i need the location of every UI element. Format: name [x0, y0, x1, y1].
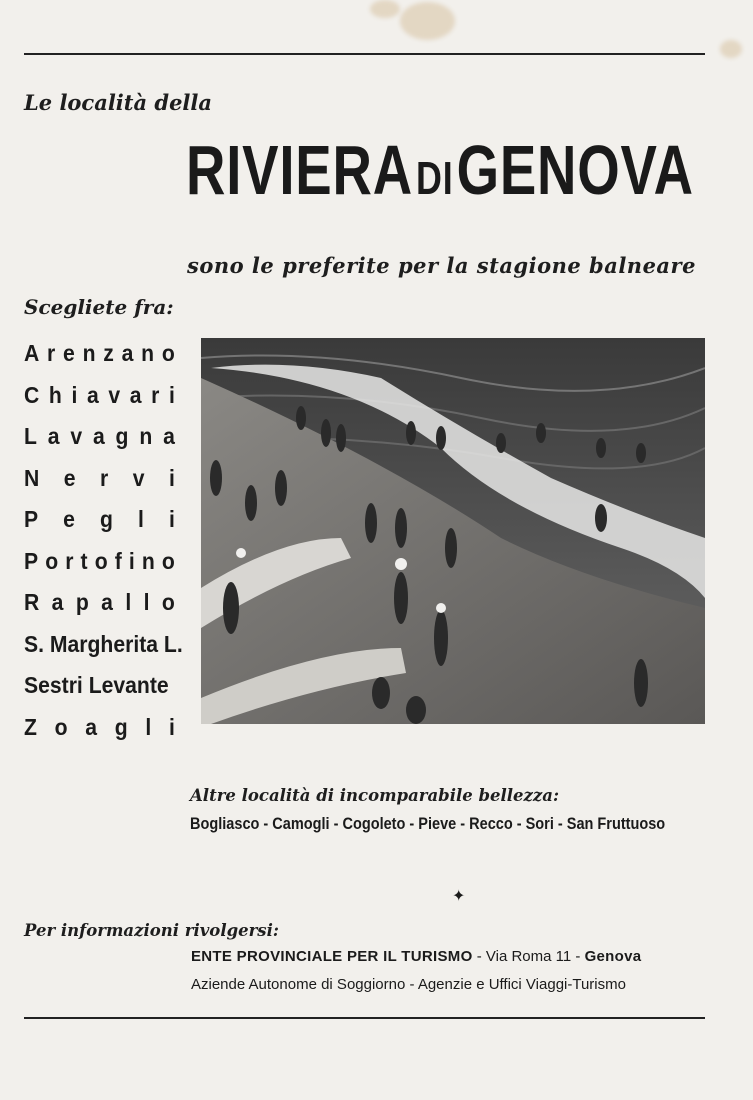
town-letter: g: [114, 713, 128, 740]
town-item: [24, 416, 175, 458]
town-letter: t: [80, 547, 88, 574]
bottom-rule: [24, 1017, 705, 1019]
others-list: Bogliasco - Camogli - Cogoleto - Pieve - Recco - Sori - San Fruttuoso: [190, 815, 666, 833]
town-letter: a: [101, 589, 113, 615]
town-item: [24, 499, 175, 541]
town-letter: L: [24, 423, 37, 449]
town-item: [24, 458, 175, 500]
town-letter: Z: [24, 713, 37, 740]
town-letter: z: [103, 340, 114, 366]
choose-label: Scegliete fra:: [24, 295, 174, 319]
town-letter: o: [161, 340, 175, 366]
town-item: Sestri Levante: [24, 672, 169, 698]
info-line-1: [191, 948, 641, 965]
beach-photo: [201, 338, 705, 724]
town-letter: a: [51, 589, 64, 615]
title-place: GENOVA: [456, 131, 694, 209]
info-org: ENTE PROVINCIALE PER IL TURISMO: [191, 948, 473, 965]
info-address: - Via Roma 11 -: [472, 948, 585, 965]
title-main: RIVIERA: [186, 131, 413, 209]
town-letter: i: [168, 713, 175, 740]
town-item: [24, 333, 175, 375]
town-item: [24, 707, 175, 749]
page-title: [186, 131, 694, 209]
town-letter: e: [63, 340, 75, 366]
town-letter: v: [108, 381, 121, 408]
town-letter: f: [114, 547, 122, 574]
info-city: Genova: [584, 948, 642, 965]
info-label: Per informazioni rivolgersi:: [24, 921, 279, 940]
town-letter: h: [48, 381, 62, 408]
town-letter: r: [47, 340, 56, 366]
town-letter: l: [138, 506, 144, 532]
town-letter: r: [100, 464, 109, 491]
town-letter: o: [161, 589, 175, 615]
town-letter: e: [63, 464, 76, 491]
town-letter: r: [151, 381, 160, 408]
town-item: S. Margherita L.: [24, 630, 183, 657]
paper-stain: [400, 2, 455, 40]
town-letter: p: [75, 589, 89, 615]
town-letter: n: [141, 547, 155, 574]
paper-stain: [370, 0, 400, 18]
intro-text: Le località della: [24, 90, 212, 115]
town-letter: o: [94, 547, 108, 574]
town-item: [24, 541, 175, 583]
town-letter: C: [24, 381, 40, 408]
town-letter: n: [139, 423, 153, 449]
town-letter: g: [115, 423, 129, 449]
town-letter: P: [24, 506, 39, 532]
town-list: [24, 333, 188, 748]
town-letter: l: [145, 713, 152, 740]
town-letter: i: [128, 547, 135, 574]
town-letter: a: [92, 423, 105, 449]
beach-photo-illustration: [201, 338, 705, 724]
subtitle: sono le preferite per la stagione balneare: [187, 253, 696, 278]
town-letter: a: [163, 423, 175, 449]
town-letter: N: [24, 464, 40, 491]
info-line-2: Aziende Autonome di Soggiorno - Agenzie e Uffici Viaggi-Turismo: [191, 976, 626, 993]
town-letter: R: [24, 589, 40, 615]
town-letter: o: [45, 547, 59, 574]
town-letter: a: [129, 381, 142, 408]
town-letter: v: [132, 464, 145, 491]
town-letter: o: [54, 713, 68, 740]
town-letter: P: [24, 547, 39, 574]
town-letter: a: [86, 381, 99, 408]
top-rule: [24, 53, 705, 55]
town-item: [24, 375, 175, 417]
separator-ornament: ✦: [452, 888, 466, 905]
town-letter: i: [168, 506, 175, 532]
town-letter: v: [70, 423, 83, 449]
town-letter: l: [143, 589, 150, 615]
town-letter: a: [85, 713, 98, 740]
town-letter: i: [168, 381, 175, 408]
town-letter: l: [125, 589, 132, 615]
town-letter: e: [63, 506, 75, 532]
town-letter: a: [121, 340, 134, 366]
paper-stain: [720, 40, 742, 58]
title-joiner: DI: [416, 152, 454, 204]
town-letter: o: [161, 547, 175, 574]
town-letter: n: [82, 340, 96, 366]
town-letter: A: [24, 340, 40, 366]
town-letter: i: [169, 464, 175, 491]
town-letter: n: [141, 340, 155, 366]
town-letter: a: [47, 423, 60, 449]
town-letter: g: [100, 506, 113, 532]
town-letter: i: [71, 381, 78, 408]
others-label: Altre località di incomparabile bellezza:: [190, 786, 560, 805]
town-letter: r: [65, 547, 74, 574]
town-item: [24, 582, 175, 624]
